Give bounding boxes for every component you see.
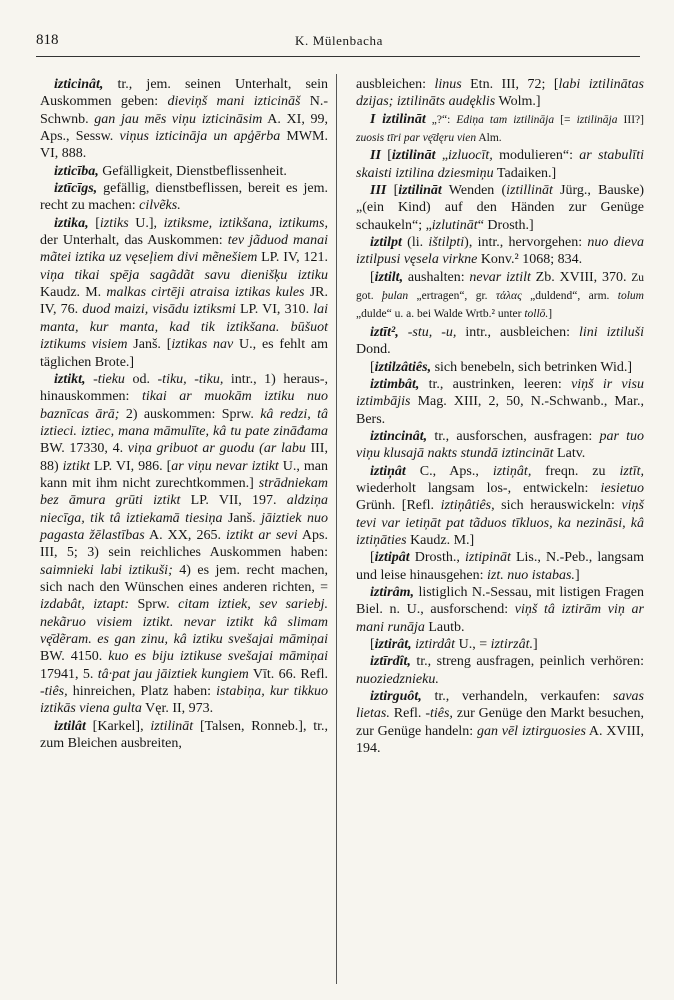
entry-text: MWM. VI, 888. (40, 129, 328, 162)
headword: izticība, (54, 163, 99, 179)
entry-text: citam iztiek, sev sariebj. nekãruo visiem iztikt. nevar iztikt kâ slimam vę̄dẽram. es gan zinu, kâ iztiku svešajai māmiņai (40, 597, 328, 647)
entry-text: [Talsen, Ronneb.], tr., zum Bleichen ausbreiten, (40, 718, 328, 752)
entry-text: duod maizi, visādu iztiksmi (82, 302, 236, 318)
entry-text: iztiņâtiês, (440, 498, 495, 514)
entry-text: izdabât, iztapt: (40, 597, 129, 613)
dictionary-entry (356, 688, 644, 757)
headword: izticinât, (54, 77, 104, 92)
entry-text: Latv. (553, 446, 586, 462)
entry-text: Grünh. [Refl. (356, 498, 441, 514)
entry-text: Tadaiken.] (493, 165, 557, 181)
entry-text: ausbleichen: (356, 77, 435, 92)
entry-text: saimnieki labi iztikuši; (40, 562, 173, 578)
headword: iztīrdît, (370, 654, 411, 670)
entry-text: Refl. (389, 706, 426, 722)
entry-text: Konv.² 1068; 834. (477, 252, 583, 268)
entry-text: viņš tevi var ietiņāt pat tãduos tīkluos, ka nezināsi, kâ iztiņāties (356, 498, 645, 548)
headword: iztilpt (370, 235, 402, 251)
entry-text: jāiztiek nuo pagasta žēlastības (40, 510, 328, 543)
entry-text: N.-Schwnb. (40, 94, 328, 127)
entry-text: Wolm.] (495, 94, 541, 110)
entry-text: 17941, 5. (40, 666, 98, 682)
entry-text: iztilināja (576, 113, 618, 126)
entry-text: strādniekam bez āmura grūti iztikt (40, 475, 328, 509)
entry-text: U., man kann mit ihm nicht zurechtkommen.] (40, 458, 328, 491)
entry-text: iztiņât, (492, 463, 532, 479)
entry-text: sich benebeln, sich betrinken Wid.] (431, 359, 633, 375)
entry-text: kâ redzi, tâ iztieci. iztiec, mana māmulīte, kâ tu pate zināđama (40, 406, 328, 439)
entry-text: Lis., N.-Peb., langsam und leise hinausgehen: (356, 550, 644, 583)
entry-text: ar viņu nevar iztikt (171, 458, 279, 474)
right-column (356, 76, 644, 757)
entry-text: 4) es jem. recht machen, sich nach den Wünschen eines anderen richten, = (40, 562, 329, 595)
headword: iztilināt (398, 183, 442, 199)
entry-text: tr., verhandeln, verkaufen: (421, 689, 613, 705)
entry-text: C., Aps., (405, 463, 493, 479)
entry-text: iztikt ar sevi (226, 527, 298, 543)
entry-text: freqn. zu (531, 463, 620, 479)
entry-text: gefällig, dienstbeflissen, bereit es jem. recht zu machen: (40, 181, 328, 214)
entry-text: iztiksme, iztikšana, iztikums, (163, 215, 328, 231)
entry-text: linus (434, 77, 462, 92)
entry-text: malkas cirtēji atraisa iztikas kules (106, 285, 305, 301)
entry-text: τάλας (495, 290, 522, 303)
entry-text: iztikas nav (171, 337, 234, 353)
headword: iztilināt (391, 148, 436, 164)
entry-text: Vīt. 66. Refl. (248, 666, 329, 682)
dictionary-entry (40, 215, 328, 371)
entry-text: dieviņš mani izticināš (167, 94, 301, 110)
entry-text: „dulde“ u. a. bei Walde Wrtb.² unter (356, 308, 525, 321)
entry-text: istabiņa, kur tikkuo iztikās viena gulta (40, 684, 328, 717)
entry-text: viņa gribuot ar guodu (ar labu (127, 441, 306, 457)
entry-text: izt. nuo istabas. (487, 567, 575, 583)
dictionary-entry (40, 371, 328, 718)
entry-text: Gefälligkeit, Dienstbeflissenheit. (98, 163, 287, 179)
entry-text: savas lietas. (356, 689, 644, 722)
entry-text: Jürg., Bauske) „(ein Kind) auf den Händen zur Genüge schaukeln“; „ (356, 183, 644, 233)
entry-text: -tieku (93, 371, 125, 387)
entry-text: tev jãduod manai mãtei iztika uz vęseļiem divi mẽnešiem (40, 233, 328, 266)
dictionary-entry (356, 234, 644, 269)
entry-text: zuosis tīri par vę̄dęru vien (356, 132, 477, 145)
entry-text: od. (124, 371, 158, 387)
entry-text: Lautb. (424, 619, 465, 635)
entry-text: Ediņa tam iztilināja (456, 113, 555, 126)
entry-text: intr., ausbleichen: (456, 324, 579, 340)
entry-text: -tiku, -tiku, (157, 371, 224, 387)
dictionary-entry (356, 269, 644, 324)
entry-text: nuoziedznieku. (356, 671, 439, 687)
entry-text: listiglich N.-Sessau, mit listigen Fragen Biel. n. U., ausforschend: (356, 584, 644, 618)
entry-text: par tuo viņu klusajā nakts stundā iztincināt (356, 428, 644, 462)
entry-text: III?] (617, 113, 644, 126)
entry-text: labi iztilinātas dzijas; iztilināts audęklis (356, 77, 644, 110)
entry-text: Wenden ( (441, 183, 507, 199)
entry-text: [= (554, 113, 577, 126)
page-header (36, 32, 642, 54)
entry-text: [ (370, 637, 375, 652)
entry-text (399, 325, 408, 340)
entry-text: viņš ir visu iztimbājis (356, 376, 644, 410)
dictionary-entry (40, 180, 328, 215)
dictionary-entry (356, 428, 644, 463)
entry-text: -tiês, (40, 684, 68, 700)
entry-text: iztikt (62, 458, 90, 474)
entry-text: U., es fehlt am täglichen Brote.] (40, 337, 328, 370)
entry-text: A. XI, 99, Aps., Sessw. (40, 111, 328, 145)
headword: iztirâm, (370, 584, 414, 600)
entry-text: LP. VI, 986. [ (89, 458, 172, 474)
headword: iztipât (374, 550, 410, 566)
dictionary-entry (356, 76, 644, 111)
entry-text: Dond. (356, 342, 391, 358)
headword: iztirât, (374, 637, 412, 652)
entry-text: iztilināt (150, 718, 194, 734)
headword: iztika, (54, 215, 89, 231)
entry-text: tr., jem. seinen Unterhalt, sein Auskommen geben: (40, 77, 328, 110)
dictionary-entry (40, 76, 328, 163)
entry-text: Janš. [ (127, 337, 172, 353)
entry-text: iztillināt (506, 183, 553, 199)
entry-text: „duldend“, arm. (521, 290, 618, 303)
entry-text: „ertragen“, gr. (408, 290, 496, 303)
entry-text: Mag. XIII, 2, 50, N.-Schwanb., Mar., Bers. (356, 394, 644, 427)
entry-text: intr., 1) heraus-, hinauskommen: (40, 371, 329, 405)
entry-text: LP. VII, 197. (180, 493, 287, 509)
dictionary-entry (356, 376, 644, 428)
entry-text: iztiks (99, 215, 129, 231)
dictionary-entry (356, 653, 644, 688)
entry-text: viņus izticināja un apģērba (119, 129, 281, 145)
entry-text: iesietuo (600, 480, 644, 496)
entry-text: modulieren“: (492, 148, 580, 164)
dictionary-entry (356, 359, 644, 376)
headword: iztiņât (370, 463, 406, 479)
entry-text: viņš tâ iztirām viņ ar mani runāja (356, 602, 644, 635)
entry-text: ] (548, 308, 553, 321)
entry-text: hinreichen, Platz haben: (67, 684, 217, 700)
entry-text: Kaudz. M. (40, 285, 107, 301)
entry-text: -stu, -u, (407, 324, 457, 340)
entry-text: LP. VI, 310. (235, 302, 314, 318)
dictionary-entry (356, 111, 644, 148)
headword: iztilzâtiês, (374, 359, 432, 375)
entry-text: Vęr. II, 973. (141, 701, 214, 717)
entry-text: iztipināt (464, 550, 511, 566)
entry-text (86, 372, 94, 387)
headword: III (370, 183, 387, 199)
entry-text: ar stabulīti skaisti iztilina dziesmiņu (356, 148, 644, 181)
entry-text: Drosth., (409, 550, 465, 566)
entry-text: nuo dieva iztilpusi vęsela virkne (356, 235, 644, 268)
entry-text: iztirzât. (490, 637, 533, 652)
running-head: K. Mülenbacha (295, 33, 383, 48)
entry-text: iztirdât (415, 637, 456, 652)
page-number: 818 (36, 32, 59, 48)
entry-text: lai manta, kur manta, kad tik iztikšana. būšuot iztikums visiem (40, 302, 328, 353)
headword: II (370, 148, 381, 164)
dictionary-entry (356, 147, 644, 182)
entry-text: tr., austrinken, leeren: (419, 376, 572, 392)
entry-text: sich herauswickeln: (494, 498, 622, 514)
entry-text: [ (370, 359, 375, 375)
entry-text: “ Drosth.] (477, 217, 534, 233)
headword: iztirguôt, (370, 689, 422, 705)
entry-text: tikai ar muokām iztiku nuo baznīcas ārā; (40, 389, 328, 422)
headword: iztīcīgs, (54, 181, 98, 197)
entry-text: ištilpti (428, 235, 465, 251)
entry-text: ] (574, 567, 580, 583)
entry-text: nevar iztilt (469, 269, 531, 285)
entry-text: ] (533, 637, 538, 652)
entry-text: Kaudz. M.] (406, 532, 475, 548)
entry-text: þulan (381, 290, 409, 303)
entry-text: viņa tikai spēja sagãdãt savu dienišķu iztiku (40, 267, 328, 283)
entry-text: [ (380, 148, 392, 164)
headword: iztikt, (54, 371, 86, 387)
dictionary-entry (40, 163, 328, 180)
entry-text: BW. 4150. (40, 649, 109, 665)
entry-text: LP. IV, 121. (257, 250, 328, 266)
entry-text: izlutināt (431, 217, 478, 233)
entry-text: Zb. XVIII, 370. (530, 269, 632, 285)
entry-text: cilvẽks. (139, 198, 181, 214)
headword: iztincinât, (370, 428, 428, 444)
entry-text: [Karkel], (85, 718, 151, 734)
entry-text: iztīt, (619, 463, 644, 479)
entry-text: lini iztiluši (579, 324, 645, 340)
entry-text: III, 88) (40, 441, 328, 474)
entry-text: ), intr., hervorgehen: (464, 235, 588, 251)
entry-text: aldziņa niecīga, tik tâ iztiekamā tiesiņa (40, 493, 329, 526)
headword: iztilt, (374, 269, 404, 285)
dictionary-entry (356, 549, 644, 584)
entry-text: Etn. III, 72; [ (461, 77, 559, 92)
entry-text: aushalten: (403, 269, 470, 285)
entry-text: tr., ausforschen, ausfragen: (427, 428, 600, 444)
entry-text: (li. (401, 235, 429, 251)
dictionary-entry (356, 584, 644, 636)
entry-text: „?“: (425, 113, 457, 126)
entry-text: Alm. (476, 132, 502, 145)
dictionary-entry (356, 324, 644, 359)
dictionary-entry (356, 463, 644, 550)
dictionary-entry (356, 182, 644, 234)
entry-text: A. XVIII, 194. (356, 723, 644, 757)
header-rule (36, 56, 640, 57)
entry-text: [ (88, 215, 100, 231)
dictionary-entry (40, 718, 328, 753)
entry-text: -tiês, (425, 706, 453, 722)
entry-text: U., = (455, 637, 491, 652)
entry-text: „ (435, 148, 449, 164)
entry-text: gan jau mēs viņu izticināsim (94, 111, 263, 127)
entry-text: tâ·pat jau jāiztiek kungiem (97, 666, 249, 682)
entry-text: kuo es biju iztikuse svešajai māmiņai (108, 649, 328, 665)
entry-text: JR. IV, 76. (40, 285, 328, 318)
headword: iztimbât, (370, 376, 420, 392)
dictionary-entry (356, 636, 644, 653)
entry-text: izluocīt, (448, 148, 493, 164)
entry-text: tollō. (524, 308, 549, 321)
entry-text: tolum (617, 290, 644, 303)
entry-text: wiederholt langsam los-, entwickeln: (356, 480, 601, 496)
entry-text: Zu got. (356, 271, 644, 303)
entry-text: 2) auskommen: Sprw. (119, 406, 261, 422)
entry-text: U.], (128, 215, 164, 231)
entry-text: BW. 17330, 4. (40, 441, 128, 457)
column-divider (336, 74, 337, 984)
entry-text: Janš. (222, 510, 262, 526)
entry-text: A. XX, 265. (144, 527, 227, 543)
entry-text: [ (386, 183, 399, 199)
left-column (40, 76, 328, 752)
entry-text: tr., streng ausfragen, peinlich verhören: (410, 654, 644, 670)
entry-text: [ (370, 269, 375, 285)
headword: iztīt², (370, 324, 399, 340)
entry-text: [ (370, 550, 375, 566)
entry-text: Aps. III, 5; 3) sein reichliches Auskommen haben: (40, 527, 328, 561)
entry-text: der Unterhalt, das Auskommen: (40, 233, 228, 249)
headword: iztilât (54, 718, 86, 734)
entry-text: zur Genüge den Markt besuchen, zur Genüge handeln: (356, 706, 644, 739)
entry-text: Sprw. (129, 597, 179, 613)
headword: I iztilināt (370, 111, 426, 127)
entry-text: gan vēl iztirguosies (476, 723, 586, 739)
